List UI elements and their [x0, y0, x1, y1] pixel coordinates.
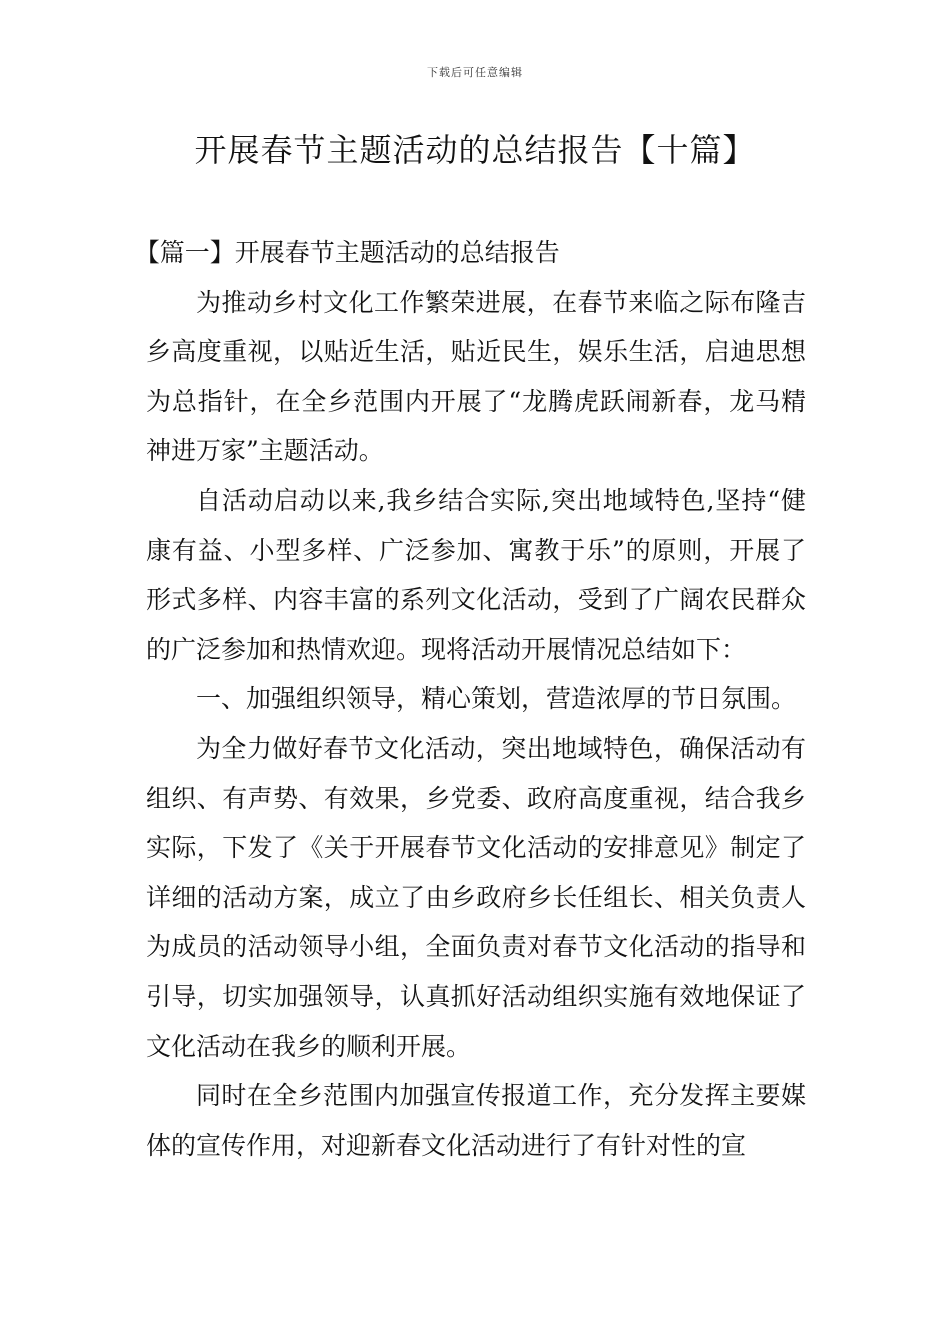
document-body	[134, 228, 806, 1170]
subheading: 一、加强组织领导，精心策划，营造浓厚的节日氛围。	[196, 684, 797, 714]
document-title: 开展春节主题活动的总结报告【十篇】	[194, 131, 756, 169]
paragraph: 为推动乡村文化工作繁荣进展，在春节来临之际布隆吉乡高度重视，以贴近生活，贴近民生，娱乐生活，启迪思想为总指针，在全乡范围内开展了“龙腾虎跃闹新春，龙马精神进万家”主题活动。	[146, 287, 806, 466]
paragraph: 为全力做好春节文化活动，突出地域特色，确保活动有组织、有声势、有效果，乡党委、政府高度重视，结合我乡实际，下发了《关于开展春节文化活动的安排意见》制定了详细的活动方案，成立了由乡政府乡长任组长、相关负责人为成员的活动领导小组，全面负责对春节文化活动的指导和引导，切实加强领导，认真抓好活动组织实施有效地保证了文化活动在我乡的顺利开展。	[146, 733, 806, 1061]
download-note: 下载后可任意编辑	[427, 66, 523, 79]
paragraph: 自活动启动以来,我乡结合实际,突出地域特色,坚持“健康有益、小型多样、广泛参加、寓教于乐”的原则，开展了形式多样、内容丰富的系列文化活动，受到了广阔农民群众的广泛参加和热情欢迎。现将活动开展情况总结如下：	[146, 485, 806, 664]
paragraph: 同时在全乡范围内加强宣传报道工作，充分发挥主要媒体的宣传作用，对迎新春文化活动进行了有针对性的宣	[146, 1081, 806, 1160]
section-heading: 【篇一】开展春节主题活动的总结报告	[134, 238, 560, 267]
